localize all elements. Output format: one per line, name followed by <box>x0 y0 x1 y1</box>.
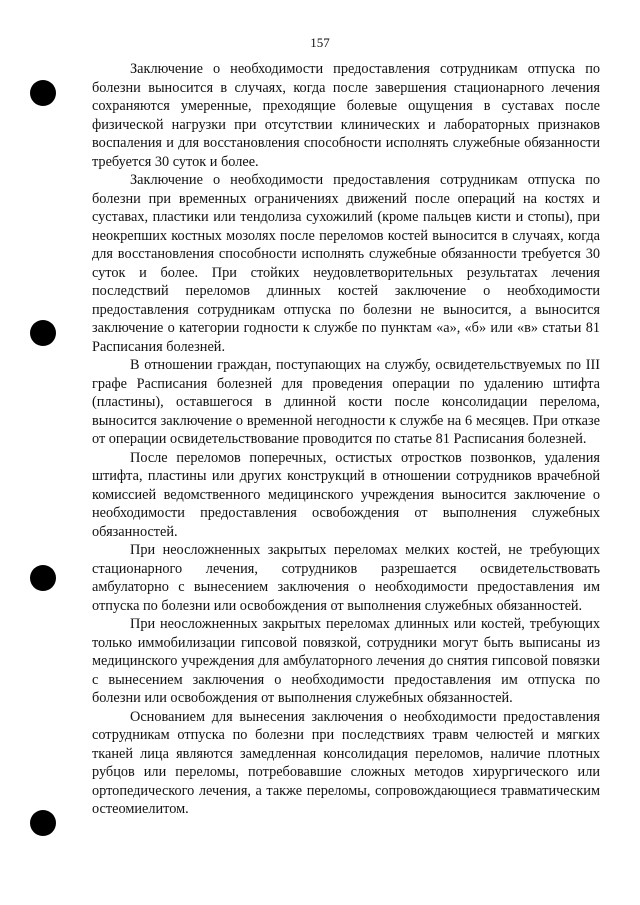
paragraph-7: Основанием для вынесения заключения о необходимости предоставления сотрудникам отпуска по болезни при последствиях травм челюстей и мягких тканей лица являются замедленная консолидация переломов, наличие плотных рубцов или переломы, потребовавшие сложных методов хирургического или ортопедического лечения, а также переломы, сопровождающиеся травматическим остеомиелитом. <box>92 708 600 817</box>
paragraph-3: В отношении граждан, поступающих на службу, освидетельствуемых по III графе Расписания болезней для проведения операции по удалению штифта (пластины), оставшегося в длинной кости после консолидации перелома, выносится заключение о временной негодности к службе на 6 месяцев. При отказе от операции освидетельствование проводится по статье 81 Расписания болезней. <box>92 357 600 447</box>
paragraph-5: При неосложненных закрытых переломах мелких костей, не требующих стационарного лечения, сотрудников разрешается освидетельствовать амбулаторно с вынесением заключения о необходимости предоставления им отпуска по болезни или освобождения от выполнения служебных обязанностей. <box>92 542 600 614</box>
paragraph-4: После переломов поперечных, остистых отростков позвонков, удаления штифта, пластины или других конструкций в отношении сотрудников врачебной комиссией ведомственного медицинского учреждения выносится заключение о необходимости предоставления освобождения от выполнения служебных обязанностей. <box>92 449 600 540</box>
paragraph-2: Заключение о необходимости предоставления сотрудникам отпуска по болезни при временных ограничениях движений после операций на костях и суставах, пластики или тендолиза сухожилий (кроме пальцев кисти и стопы), при неокрепших костных мозолях после переломов костей выносится в случаях, когда для восстановления способности исполнять служебные обязанности требуется 30 суток и более. При стойких неудовлетворительных результатах лечения последствий переломов длинных костей заключение о необходимости предоставления сотрудникам отпуска по болезни не выносится, а выносится заключение о категории годности к службе по пунктам «а», «б» или «в» статьи 81 Расписания болезней. <box>92 172 600 355</box>
binder-hole-upper-middle <box>30 320 56 346</box>
binder-hole-top <box>30 80 56 106</box>
page-number: 157 <box>310 35 330 50</box>
binder-hole-bottom <box>30 810 56 836</box>
document-body <box>92 60 600 819</box>
paragraph-6: При неосложненных закрытых переломах длинных или костей, требующих только иммобилизации гипсовой повязкой, сотрудники могут быть выписаны из медицинского учреждения для амбулаторного лечения до снятия гипсовой повязки с вынесением заключения о необходимости предоставления им отпуска по болезни или освобождения от выполнения служебных обязанностей. <box>92 616 600 706</box>
paragraph-1: Заключение о необходимости предоставления сотрудникам отпуска по болезни выносится в случаях, когда после завершения стационарного лечения сохраняются умеренные, преходящие болевые ощущения в суставах после физической нагрузки при отсутствии клинических и лабораторных признаков воспаления и для восстановления способности исполнять служебные обязанности требуется 30 суток и более. <box>92 61 600 170</box>
binder-hole-lower-middle <box>30 565 56 591</box>
